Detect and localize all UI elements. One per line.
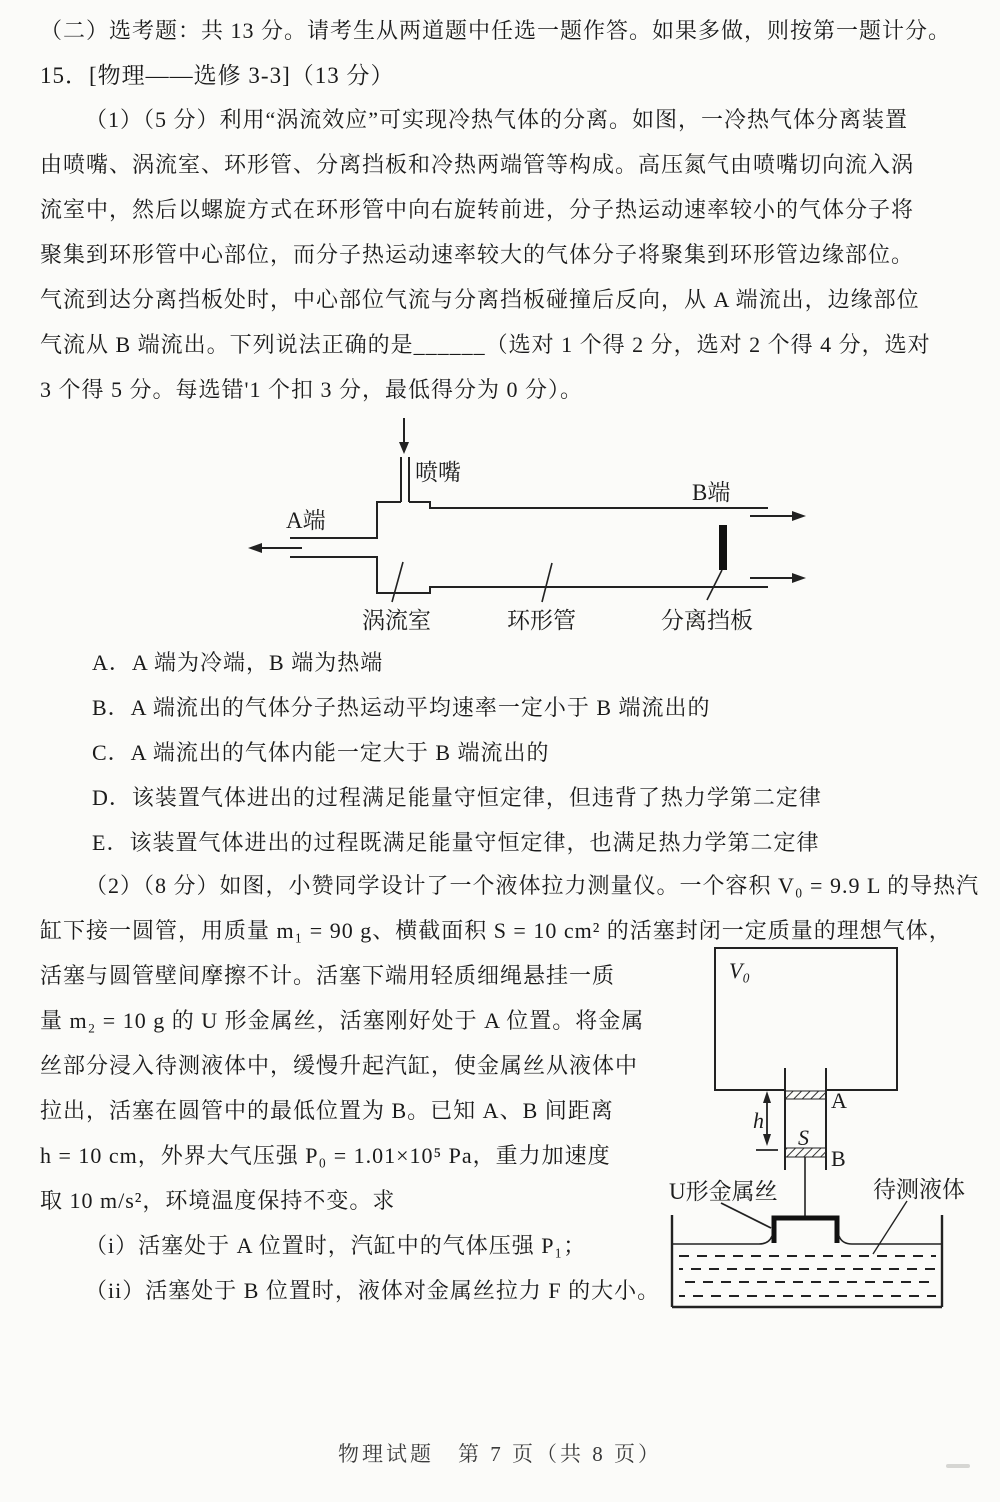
b-end-label: B端 xyxy=(692,480,731,505)
section-intro-line: （二）选考题：共 13 分。请考生从两道题中任选一题作答。如果多做，则按第一题计分。 xyxy=(40,18,952,43)
h-label: h xyxy=(753,1108,764,1133)
option-a: A．A 端为冷端，B 端为热端 xyxy=(92,650,384,675)
subquestion-i: （i）活塞处于 A 位置时，汽缸中的气体压强 P₁； xyxy=(85,1233,587,1258)
part1-para-line: 流室中，然后以螺旋方式在环形管中向右旋转前进，分子热运动速率较小的气体分子将 xyxy=(40,197,915,222)
liquid-label: 待测液体 xyxy=(873,1177,965,1202)
vortex-chamber-label: 涡流室 xyxy=(362,608,431,633)
subquestion-ii: （ii）活塞处于 B 位置时，液体对金属丝拉力 F 的大小。 xyxy=(85,1278,661,1303)
chamber-tube-outline xyxy=(290,502,768,593)
a-end-label: A端 xyxy=(286,508,326,533)
part2-para-line: h = 10 cm，外界大气压强 P₀ = 1.01×10⁵ Pa，重力加速度 xyxy=(40,1143,611,1168)
position-a-label: A xyxy=(831,1088,847,1113)
leader-line xyxy=(873,1201,907,1254)
u-shaped-wire xyxy=(774,1218,837,1243)
part2-para-line: 活塞与圆管壁间摩擦不计。活塞下端用轻质细绳悬挂一质 xyxy=(40,963,616,988)
part2-para-line: 拉出，活塞在圆管中的最低位置为 B。已知 A、B 间距离 xyxy=(40,1098,614,1123)
part1-para-line: 气流到达分离挡板处时，中心部位气流与分离挡板碰撞后反向，从 A 端流出，边缘部位 xyxy=(40,287,920,312)
annular-tube-label: 环形管 xyxy=(507,608,576,633)
liquid-container xyxy=(672,1215,942,1307)
b-end-arrow-icon xyxy=(750,573,806,583)
part2-para-line: 量 m₂ = 10 g 的 U 形金属丝，活塞刚好处于 A 位置。将金属 xyxy=(40,1008,645,1033)
v0-label: V₀ xyxy=(729,958,751,983)
liquid-surface xyxy=(672,1236,942,1244)
piston-a xyxy=(785,1091,826,1099)
vortex-separator-diagram xyxy=(240,418,810,635)
liquid-dashes xyxy=(679,1256,936,1296)
part1-para-line-with-blank: 气流从 B 端流出。下列说法正确的是______（选对 1 个得 2 分，选对 2 个得 4 分，选对 xyxy=(40,332,931,357)
option-b: B．A 端流出的气体分子热运动平均速率一定小于 B 端流出的 xyxy=(92,695,711,720)
scan-artifact xyxy=(946,1464,970,1468)
separation-baffle xyxy=(719,525,727,570)
s-label: S xyxy=(798,1125,809,1150)
wire-label: U形金属丝 xyxy=(669,1179,778,1204)
leader-line xyxy=(707,570,722,600)
part2-para-line: 缸下接一圆管，用质量 m₁ = 90 g、横截面积 S = 10 cm² 的活塞封闭一定质量的理想气体， xyxy=(40,918,952,943)
option-d: D．该装置气体进出的过程满足能量守恒定律，但违背了热力学第二定律 xyxy=(92,785,822,810)
page-footer: 物理试题 第 7 页（共 8 页） xyxy=(338,1442,662,1466)
tension-meter-diagram xyxy=(655,940,965,1315)
part1-para-line: 由喷嘴、涡流室、环形管、分离挡板和冷热两端管等构成。高压氮气由喷嘴切向流入涡 xyxy=(40,152,915,177)
part2-para-line: 丝部分浸入待测液体中，缓慢升起汽缸，使金属丝从液体中 xyxy=(40,1053,639,1078)
b-end-arrow-icon xyxy=(750,511,806,521)
part2-para-line: 取 10 m/s²，环境温度保持不变。求 xyxy=(40,1188,396,1213)
question-15-title: 15．[物理——选修 3-3]（13 分） xyxy=(40,63,395,88)
position-b-label: B xyxy=(831,1146,846,1171)
inlet-arrow-icon xyxy=(399,418,409,454)
baffle-label: 分离挡板 xyxy=(661,608,753,633)
leader-line xyxy=(721,1203,771,1228)
part1-para-line: 聚集到环形管中心部位，而分子热运动速率较大的气体分子将聚集到环形管边缘部位。 xyxy=(40,242,915,267)
option-e: E．该装置气体进出的过程既满足能量守恒定律，也满足热力学第二定律 xyxy=(92,830,820,855)
leader-line xyxy=(542,563,552,602)
leader-line xyxy=(392,562,403,602)
option-c: C．A 端流出的气体内能一定大于 B 端流出的 xyxy=(92,740,550,765)
part2-para-line: （2）（8 分）如图，小赞同学设计了一个液体拉力测量仪。一个容积 V₀ = 9.9 L 的导热汽 xyxy=(85,873,980,898)
part1-para-line: （1）（5 分）利用“涡流效应”可实现冷热气体的分离。如图，一冷热气体分离装置 xyxy=(85,107,909,132)
a-end-arrow-icon xyxy=(248,543,302,553)
nozzle-label: 喷嘴 xyxy=(415,460,461,485)
part1-para-line: 3 个得 5 分。每选错'1 个扣 3 分，最低得分为 0 分）。 xyxy=(40,377,583,402)
